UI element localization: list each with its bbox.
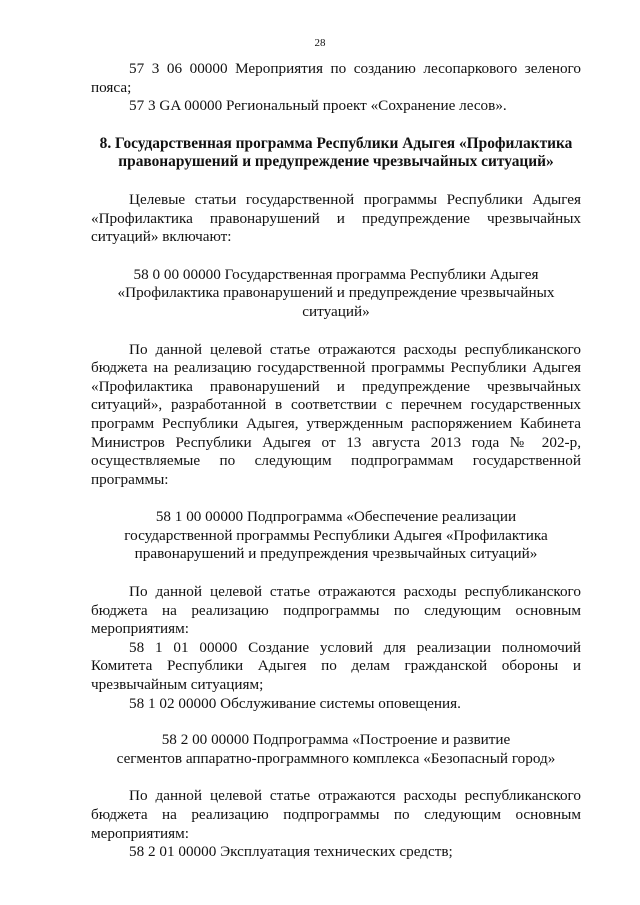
section-heading xyxy=(91,135,581,172)
section-heading-line-2: правонарушений и предупреждение чрезвычайных ситуаций» xyxy=(118,153,554,171)
article-title-58-0-line-2: «Профилактика правонарушений и предупреждение чрезвычайных xyxy=(117,284,555,302)
article-title-58-2-line-2: сегментов аппаратно-программного комплекса «Безопасный город» xyxy=(116,749,556,767)
article-title-58-1-line-2: государственной программы Республики Адыгея «Профилактика xyxy=(124,526,548,544)
paragraph-58-2-01: 58 2 01 00000 Эксплуатация технических средств; xyxy=(129,843,453,861)
article-title-58-2 xyxy=(91,731,581,768)
article-title-58-0-line-3: ситуаций» xyxy=(302,302,370,320)
article-title-58-1 xyxy=(91,508,581,564)
paragraph-program-expenses: По данной целевой статье отражаются расходы республиканского бюджета на реализацию государственной программы Республики Адыгея «Профилактика правонарушений и предупреждение чрезвычайных ситуаций», разработанной в соответствии с перечнем государственных программ Республики Адыгея, утвержденным распоряжением Кабинета Министров Республики Адыгея от 13 августа 2013 года № 202-р, осуществляемые по следующим подпрограммам государственной программы: xyxy=(91,340,581,488)
paragraph-58-1-02: 58 1 02 00000 Обслуживание системы оповещения. xyxy=(129,694,461,712)
article-title-58-1-line-1: 58 1 00 00000 Подпрограмма «Обеспечение реализации xyxy=(155,508,517,526)
document-body xyxy=(91,60,581,862)
section-heading-line-1: 8. Государственная программа Республики Адыгея «Профилактика xyxy=(99,134,573,152)
paragraph-subprogram-2-expenses: По данной целевой статье отражаются расходы республиканского бюджета на реализацию подпрограммы по следующим основным мероприятиям: xyxy=(91,787,581,842)
article-title-58-0-line-1: 58 0 00 00000 Государственная программа Республики Адыгея xyxy=(133,265,539,283)
paragraph-forest-project: 57 3 GA 00000 Региональный проект «Сохранение лесов». xyxy=(129,97,507,115)
article-title-58-0 xyxy=(91,266,581,322)
article-title-58-2-line-1: 58 2 00 00000 Подпрограмма «Построение и развитие xyxy=(161,731,511,749)
paragraph-forest-belt: 57 3 06 00000 Мероприятия по созданию лесопаркового зеленого пояса; xyxy=(91,60,581,96)
page-number: 28 xyxy=(314,37,326,49)
paragraph-58-1-01: 58 1 01 00000 Создание условий для реализации полномочий Комитета Республики Адыгея по делам гражданской обороны и чрезвычайным ситуациям; xyxy=(91,638,581,694)
paragraph-subprogram-1-expenses: По данной целевой статье отражаются расходы республиканского бюджета на реализацию подпрограммы по следующим основным мероприятиям: xyxy=(91,583,581,638)
article-title-58-1-line-3: правонарушений и предупреждения чрезвычайных ситуаций» xyxy=(134,545,538,563)
paragraph-target-articles: Целевые статьи государственной программы Республики Адыгея «Профилактика правонарушений и предупреждение чрезвычайных ситуаций» включают: xyxy=(91,190,581,246)
